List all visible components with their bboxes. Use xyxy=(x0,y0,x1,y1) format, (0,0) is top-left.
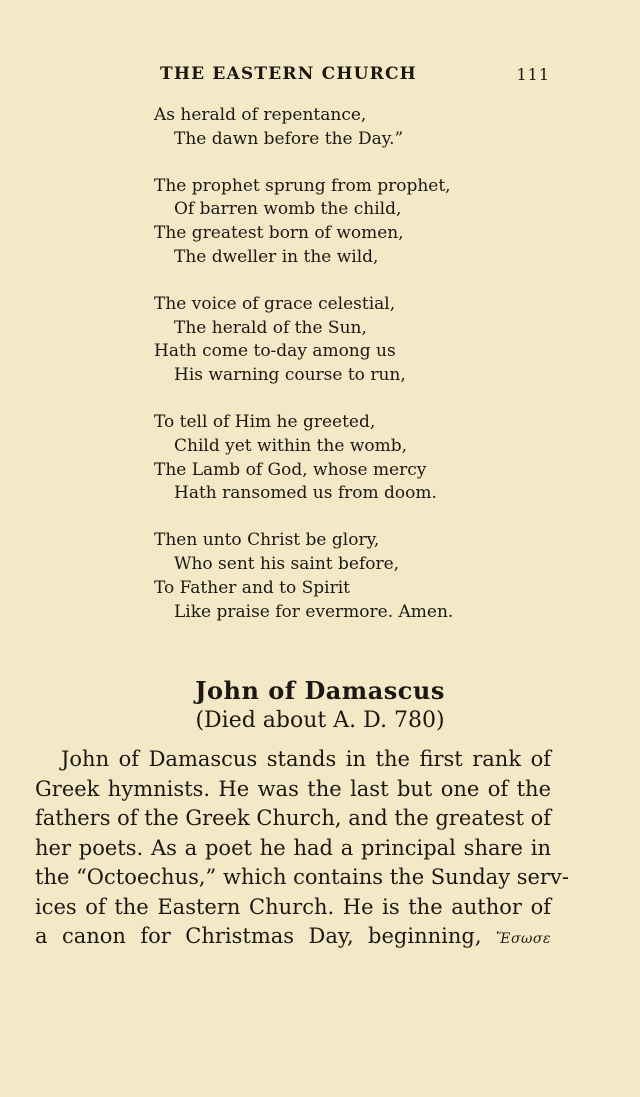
poem-line: To Father and to Spirit xyxy=(154,577,351,598)
poem-line: Hath ransomed us from doom. xyxy=(174,483,437,504)
greek-phrase: Ἕσωσε xyxy=(495,931,551,947)
body-paragraph xyxy=(35,745,569,955)
poem-line: To tell of Him he greeted, xyxy=(154,411,376,432)
page-number: 111 xyxy=(516,65,550,84)
poem-line: Hath come to-day among us xyxy=(154,341,396,362)
poem-line: The dawn before the Day.” xyxy=(174,128,404,149)
poem-line: As herald of repentance, xyxy=(154,105,367,125)
paragraph-line: fathers of the Greek Church, and the greatest of xyxy=(35,806,552,830)
section-title: John of Damascus xyxy=(195,676,445,705)
stanza xyxy=(154,529,574,624)
poem-line: Who sent his saint before, xyxy=(174,553,400,574)
poem-line: Of barren womb the child, xyxy=(174,199,402,220)
page-header xyxy=(0,64,640,88)
running-title: THE EASTERN CHURCH xyxy=(160,64,417,84)
paragraph-line-last xyxy=(35,922,551,955)
stanza xyxy=(154,104,574,152)
section-subtitle: (Died about A. D. 780) xyxy=(195,708,445,733)
poem-line: Like praise for evermore. Amen. xyxy=(174,601,454,622)
stanza xyxy=(154,175,574,270)
poem-line: The dweller in the wild, xyxy=(174,246,379,267)
poem-line: The herald of the Sun, xyxy=(174,317,367,338)
poem-line: The prophet sprung from prophet, xyxy=(154,175,451,196)
paragraph-line: John of Damascus stands in the first rank of xyxy=(61,747,551,771)
poem-line: His warning course to run, xyxy=(174,365,406,386)
paragraph-line: the “Octoechus,” which contains the Sunday serv- xyxy=(35,865,569,889)
paragraph-line-text: a canon for Christmas Day, beginning, xyxy=(35,924,482,948)
stanza xyxy=(154,293,574,388)
poem-line: Then unto Christ be glory, xyxy=(154,530,380,551)
poem-line: The voice of grace celestial, xyxy=(154,293,396,314)
stanza xyxy=(154,411,574,506)
poem-line: Child yet within the womb, xyxy=(174,435,408,456)
paragraph-line: her poets. As a poet he had a principal share in xyxy=(35,835,551,860)
poem-line: The Lamb of God, whose mercy xyxy=(154,459,427,480)
poem-line: The greatest born of women, xyxy=(154,223,404,244)
paragraph-line: ices of the Eastern Church. He is the author of xyxy=(35,894,551,919)
paragraph-line: Greek hymnists. He was the last but one of the xyxy=(35,776,551,801)
poem xyxy=(154,104,574,647)
